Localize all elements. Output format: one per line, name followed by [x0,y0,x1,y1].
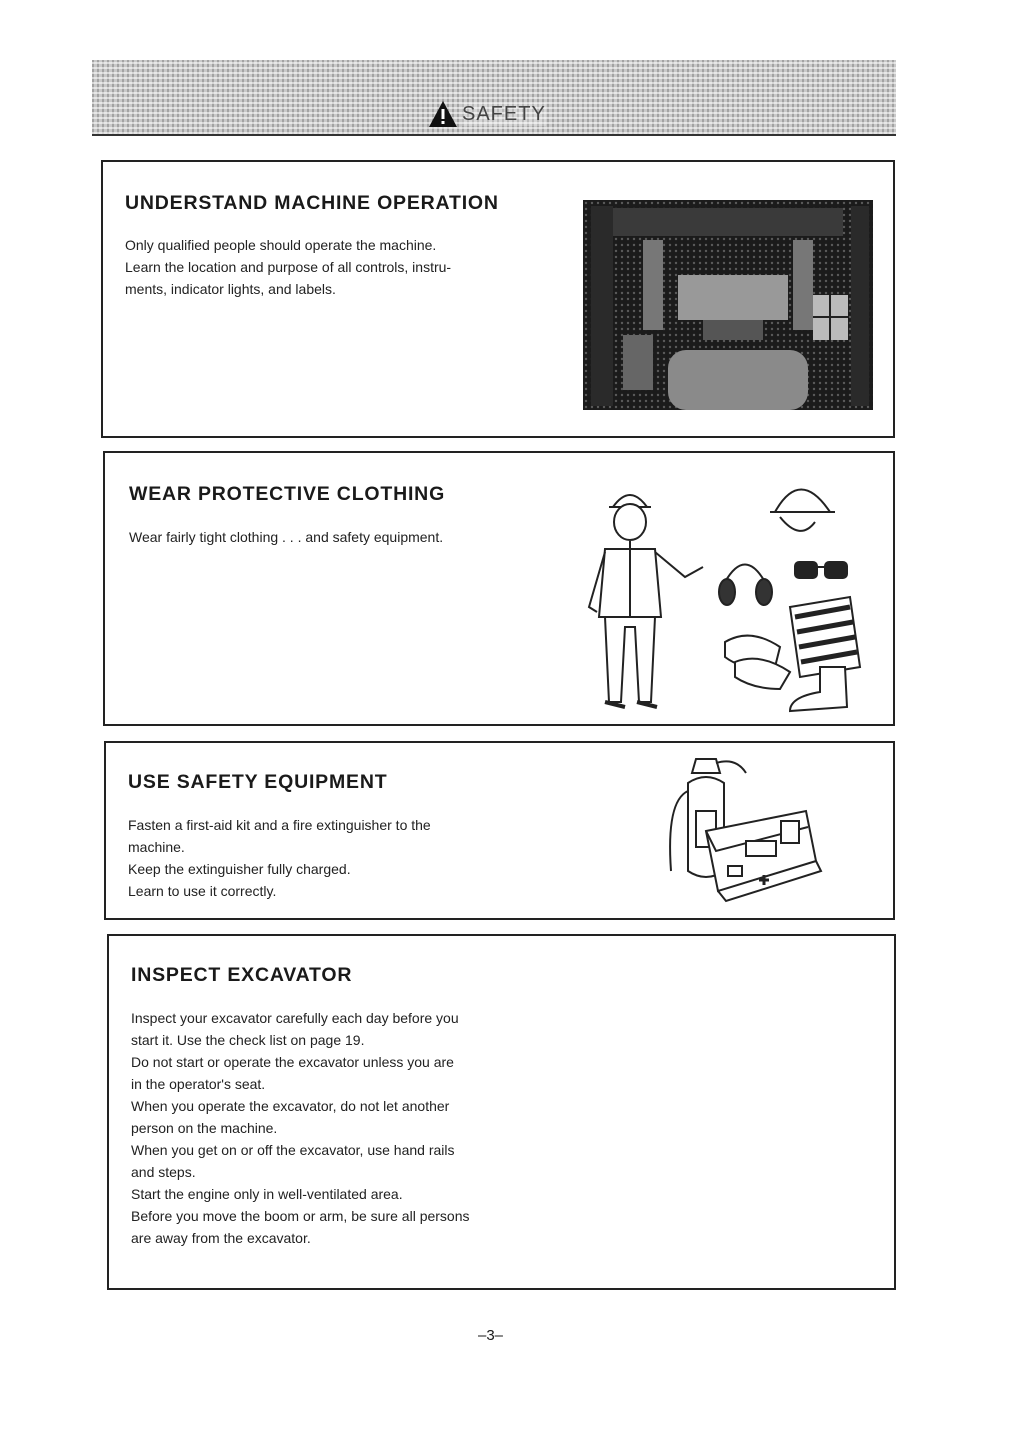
section-body [125,234,565,300]
section-body [131,1007,551,1249]
warning-triangle-icon [428,100,458,128]
body-line: Wear fairly tight clothing . . . and safety equipment. [129,529,444,545]
body-line: Only qualified people should operate the machine. [125,237,437,253]
body-line: Before you move the boom or arm, be sure all persons [131,1208,470,1224]
banner-title [428,98,546,130]
page-number: –3– [478,1327,504,1344]
operator-cab-photo [583,200,873,410]
body-line: ments, indicator lights, and labels. [125,281,336,297]
body-line: are away from the excavator. [131,1230,311,1246]
section-title: USE SAFETY EQUIPMENT [128,771,388,793]
section-title: INSPECT EXCAVATOR [131,964,353,986]
body-line: Start the engine only in well-ventilated area. [131,1186,403,1202]
body-line: start it. Use the check list on page 19. [131,1032,365,1048]
fire-extinguisher-and-first-aid-kit-drawing [636,751,826,911]
body-line: Do not start or operate the excavator unless you are [131,1054,454,1070]
body-line: Fasten a first-aid kit and a fire extinguisher to the [128,817,431,833]
body-line: in the operator's seat. [131,1076,266,1092]
section-wear-protective-clothing [103,451,895,726]
section-use-safety-equipment [104,741,895,920]
body-line: and steps. [131,1164,196,1180]
body-line: When you operate the excavator, do not let another [131,1098,450,1114]
worker-with-safety-gear-drawing [575,467,875,717]
section-title: WEAR PROTECTIVE CLOTHING [129,483,446,505]
body-line: Learn the location and purpose of all controls, instru- [125,259,452,275]
body-line: When you get on or off the excavator, use hand rails [131,1142,455,1158]
body-line: machine. [128,839,185,855]
section-understand-machine-operation [101,160,895,438]
section-body [129,526,569,548]
body-line: Learn to use it correctly. [128,883,277,899]
body-line: person on the machine. [131,1120,278,1136]
section-title: UNDERSTAND MACHINE OPERATION [125,192,499,214]
section-inspect-excavator [107,934,896,1290]
body-line: Inspect your excavator carefully each day before you [131,1010,459,1026]
body-line: Keep the extinguisher fully charged. [128,861,351,877]
section-body [128,814,548,902]
banner-title-text: SAFETY [462,102,546,125]
